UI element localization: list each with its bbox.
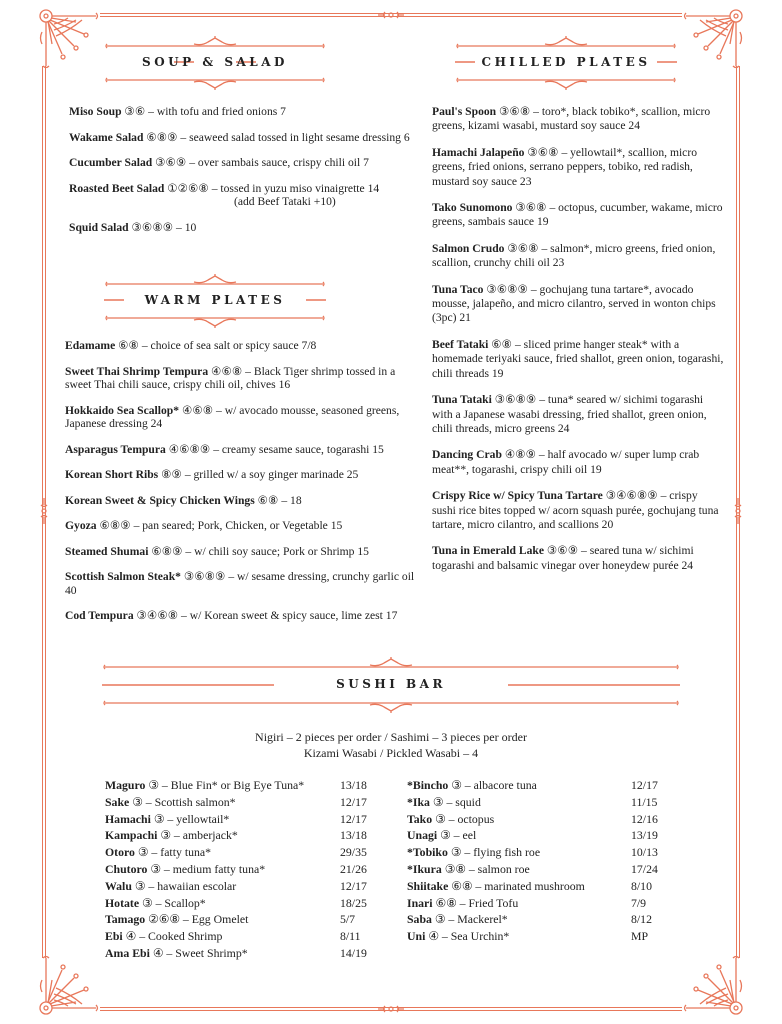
- price: 12/17: [631, 778, 658, 792]
- price: 18/25: [340, 895, 367, 910]
- menu-item: Edamame ⑥⑧ – choice of sea salt or spicy sauce 7/8: [65, 339, 317, 352]
- price: 7/9: [631, 895, 647, 910]
- price: 12/17: [340, 878, 367, 893]
- section-header-warm-plates: [104, 274, 326, 328]
- menu-item: Tuna Tataki ③⑥⑧⑨ – tuna* seared w/ sichimi togarashi with a Japanese wasabi dressing, fried shallot, green onion, chili threads, micro greens 24: [432, 393, 707, 435]
- sushi-item: Shiitake ⑥⑧ – marinated mushroom 8/10: [407, 878, 652, 893]
- sushi-item: Chutoro ③ – medium fatty tuna* 21/26: [105, 861, 367, 876]
- sushi-list-left: [105, 777, 395, 962]
- price: 29/35: [340, 845, 367, 860]
- menu-item: Tuna in Emerald Lake ③⑥⑨ – seared tuna w/ sichimi togarashi and balsamic vinegar over honeydew purée 24: [432, 544, 694, 572]
- sushi-item: Otoro ③ – fatty tuna* 29/35: [105, 845, 367, 860]
- scroll-knot-icon-top: [378, 9, 404, 21]
- menu-item: Sweet Thai Shrimp Tempura ④⑥⑧ – Black Tiger shrimp tossed in a sweet Thai chili sauce, crispy chili oil, chives 16: [65, 364, 396, 391]
- price: 12/17: [340, 811, 367, 826]
- menu-item: Beef Tataki ⑥⑧ – sliced prime hanger steak* with a homemade teriyaki sauce, fried shallot, green onion, togarashi, chili threads 19: [432, 337, 724, 380]
- menu-item: Asparagus Tempura ④⑥⑧⑨ – creamy sesame sauce, togarashi 15: [65, 442, 384, 456]
- sushi-item: Ebi ④ – Cooked Shrimp 8/11: [105, 929, 361, 944]
- sunburst-corner-icon-top-left: [36, 6, 106, 76]
- section-title: CHILLED PLATES: [481, 55, 651, 69]
- warm-plates-list: [65, 339, 420, 635]
- price: 8/10: [631, 878, 652, 893]
- price: 5/7: [340, 912, 356, 927]
- menu-item: Wakame Salad ⑥⑧⑨ – seaweed salad tossed in light sesame dressing 6: [69, 130, 410, 144]
- price: 14/19: [340, 945, 367, 960]
- sushi-item: Hamachi ③ – yellowtail* 12/17: [105, 811, 367, 826]
- sushi-intro-line-1: Nigiri – 2 pieces per order / Sashimi – 3 pieces per order: [255, 730, 527, 744]
- price: 8/11: [340, 929, 361, 944]
- sushi-item: Ama Ebi ④ – Sweet Shrimp* 14/19: [105, 945, 367, 960]
- sunburst-corner-icon-bottom-right: [676, 948, 746, 1018]
- menu-item: Hamachi Jalapeño ③⑥⑧ – yellowtail*, scallion, micro greens, fried onions, serrano peppers, tobiko, red radish, mustard soy sauce 23: [432, 145, 697, 188]
- sushi-item: Inari ⑥⑧ – Fried Tofu 7/9: [407, 895, 647, 910]
- sushi-item: *Ika ③ – squid 11/15: [407, 794, 658, 809]
- section-header-soup-salad: [104, 36, 326, 90]
- menu-item: Salmon Crudo ③⑥⑧ – salmon*, micro greens, fried onion, scallion, crunchy chili oil 23: [432, 241, 716, 270]
- chilled-plates-list: [432, 105, 724, 585]
- section-title: SOUP & SALAD: [142, 55, 288, 69]
- price: 11/15: [631, 794, 658, 809]
- menu-item: Tako Sunomono ③⑥⑧ – octopus, cucumber, wakame, micro greens, sambais sauce 19: [432, 201, 723, 229]
- sushi-item: Walu ③ – hawaiian escolar 12/17: [105, 878, 367, 893]
- price: 13/18: [340, 828, 367, 843]
- sushi-item: *Ikura ③⑧ – salmon roe 17/24: [407, 861, 658, 876]
- section-title: WARM PLATES: [144, 293, 286, 307]
- price: 13/19: [631, 828, 658, 843]
- scroll-knot-icon-right: [732, 498, 744, 524]
- price: 12/16: [631, 811, 658, 826]
- price: 8/12: [631, 912, 652, 927]
- sunburst-corner-icon-top-right: [676, 6, 746, 76]
- sushi-list-right: [407, 777, 677, 945]
- sushi-item: Tamago ②⑥⑧ – Egg Omelet 5/7: [105, 912, 356, 927]
- menu-item: Gyoza ⑥⑧⑨ – pan seared; Pork, Chicken, or Vegetable 15: [65, 519, 343, 532]
- menu-item: Cod Tempura ③④⑥⑧ – w/ Korean sweet & spicy sauce, lime zest 17: [65, 609, 398, 622]
- price: 12/17: [340, 794, 367, 809]
- sushi-item: Hotate ③ – Scallop* 18/25: [105, 895, 367, 910]
- section-header-sushi-bar: [102, 657, 680, 713]
- menu-item: Paul's Spoon ③⑥⑧ – toro*, black tobiko*, scallion, micro greens, kizami wasabi, mustard soy sauce 24: [432, 105, 711, 133]
- scroll-knot-icon-left: [38, 498, 50, 524]
- sushi-bar-intro: [0, 729, 782, 761]
- sushi-item: Tako ③ – octopus 12/16: [407, 811, 658, 826]
- soup-salad-list: [69, 105, 414, 246]
- menu-item: Roasted Beet Salad ①②⑥⑧ – tossed in yuzu miso vinaigrette 14 (add Beef Tataki +10): [69, 181, 380, 208]
- price: 17/24: [631, 861, 658, 876]
- menu-item: Squid Salad ③⑥⑧⑨ – 10: [69, 220, 197, 234]
- sushi-item: Maguro ③ – Blue Fin* or Big Eye Tuna* 13/18: [105, 778, 367, 792]
- menu-item: Steamed Shumai ⑥⑧⑨ – w/ chili soy sauce; Pork or Shrimp 15: [65, 544, 369, 558]
- price: MP: [631, 929, 649, 944]
- sunburst-corner-icon-bottom-left: [36, 948, 106, 1018]
- sushi-intro-line-2: Kizami Wasabi / Pickled Wasabi – 4: [303, 746, 479, 760]
- section-header-chilled-plates: [455, 36, 677, 90]
- sushi-item: *Tobiko ③ – flying fish roe 10/13: [407, 845, 658, 860]
- price: 21/26: [340, 861, 367, 876]
- sushi-item: Saba ③ – Mackerel* 8/12: [407, 912, 652, 927]
- price: 13/18: [340, 778, 367, 792]
- scroll-knot-icon-bottom: [378, 1003, 404, 1015]
- sushi-item: Sake ③ – Scottish salmon* 12/17: [105, 794, 367, 809]
- section-title: SUSHI BAR: [336, 677, 446, 691]
- menu-item: Miso Soup ③⑥ – with tofu and fried onions 7: [69, 105, 286, 118]
- sushi-item: Kampachi ③ – amberjack* 13/18: [105, 828, 367, 843]
- menu-item: Hokkaido Sea Scallop* ④⑥⑧ – w/ avocado mousse, seasoned greens, Japanese dressing 24: [65, 403, 400, 430]
- menu-item: Tuna Taco ③⑥⑧⑨ – gochujang tuna tartare*, avocado mousse, jalapeño, and micro cilantro, served in wonton chips (3pc) 21: [432, 282, 716, 325]
- sushi-item: Uni ④ – Sea Urchin* MP: [407, 929, 649, 944]
- menu-item: Dancing Crab ④⑧⑨ – half avocado w/ super lump crab meat**, togarashi, crispy chili oil 19: [432, 448, 700, 476]
- menu-item: Scottish Salmon Steak* ③⑥⑧⑨ – w/ sesame dressing, crunchy garlic oil 40: [65, 570, 415, 597]
- menu-item: Korean Short Ribs ⑧⑨ – grilled w/ a soy ginger marinade 25: [65, 468, 359, 481]
- price: 10/13: [631, 845, 658, 860]
- sushi-item: Unagi ③ – eel 13/19: [407, 828, 658, 843]
- menu-item: Cucumber Salad ③⑥⑨ – over sambais sauce, crispy chili oil 7: [69, 156, 369, 169]
- sushi-item: *Bincho ③ – albacore tuna 12/17: [407, 778, 658, 792]
- menu-item: Korean Sweet & Spicy Chicken Wings ⑥⑧ – 18: [65, 493, 302, 507]
- menu-item: Crispy Rice w/ Spicy Tuna Tartare ③④⑥⑧⑨ – crispy sushi rice bites topped w/ acorn squash purée, gochujang tuna tartare, micro cilantro, and scallions 20: [432, 489, 719, 531]
